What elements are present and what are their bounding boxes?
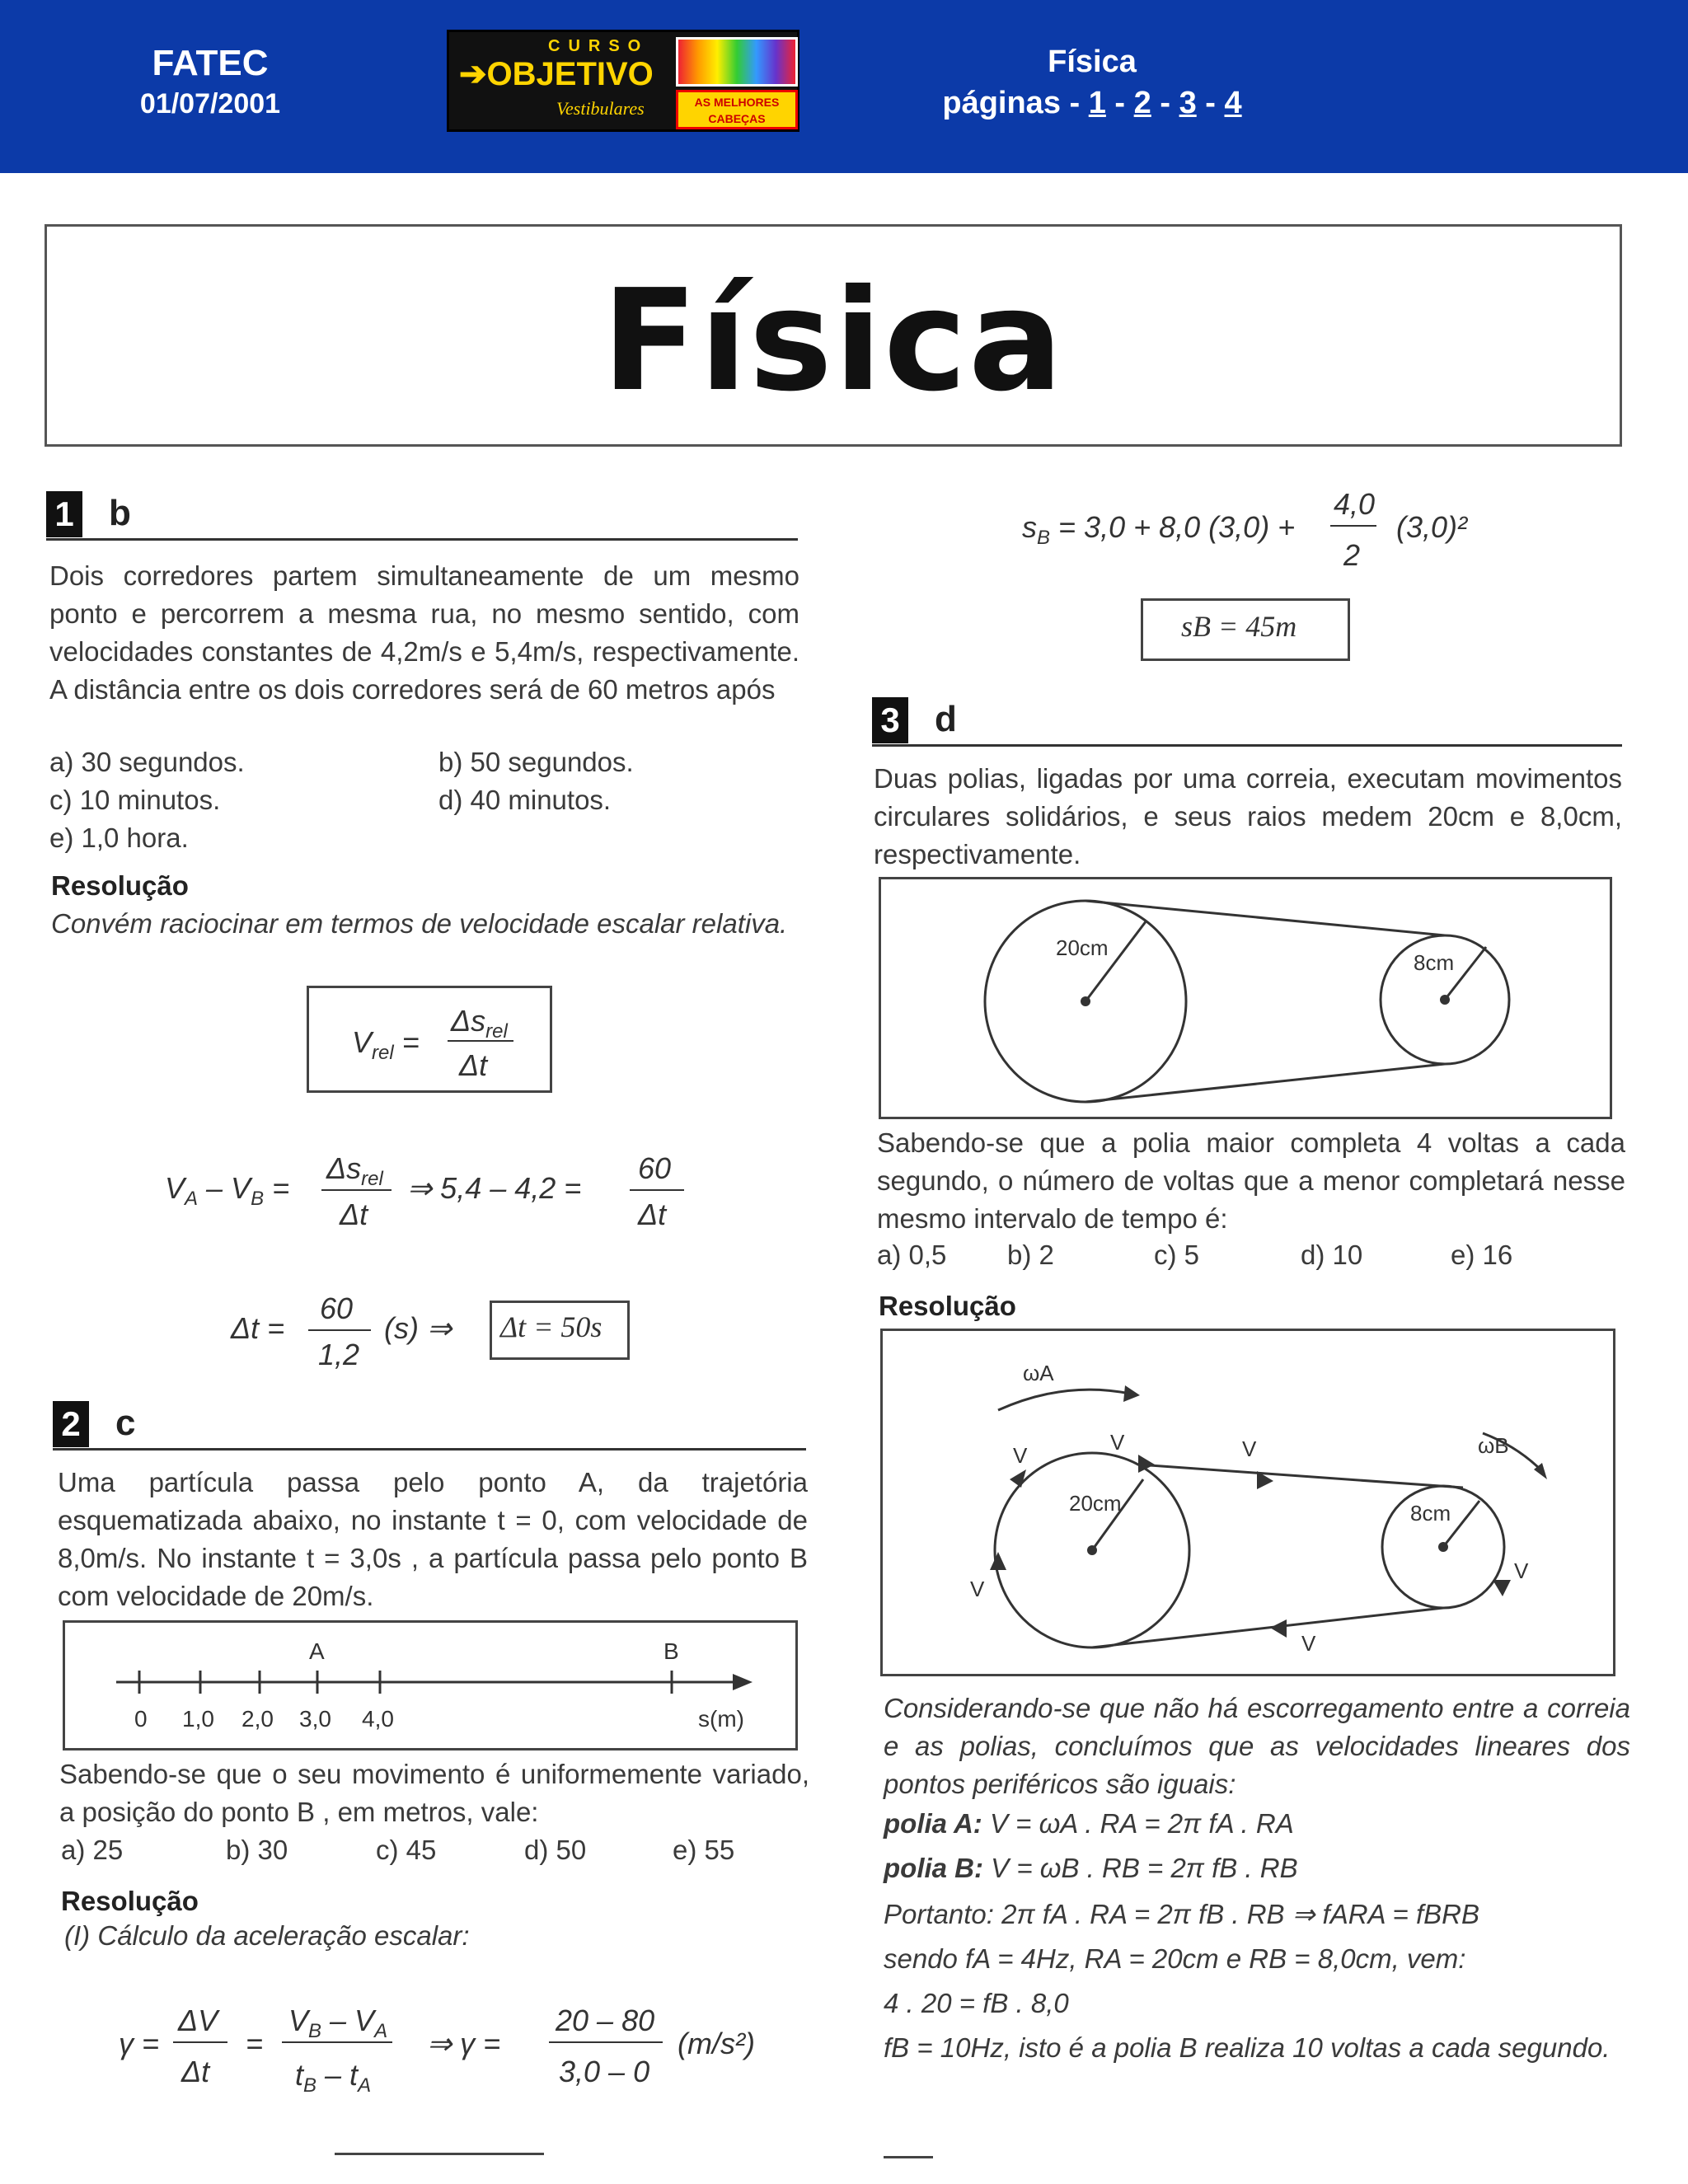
- q2-axis-graphic: [65, 1623, 795, 1748]
- q1-option-e: e) 1,0 hora.: [49, 823, 189, 853]
- svg-text:Δt: Δt: [340, 1197, 368, 1231]
- q3-velocity-label-4: V: [1514, 1558, 1529, 1583]
- q3-calc: 4 . 20 = fB . 8,0: [884, 1988, 1069, 2018]
- q1-option-a: a) 30 segundos.: [49, 747, 245, 777]
- q3-velocity-label-6: V: [970, 1577, 985, 1601]
- q3-sendo: sendo fA = 4Hz, RA = 20cm e RB = 8,0cm, vem:: [884, 1943, 1466, 1974]
- q3-resolution-figure: [880, 1329, 1615, 1676]
- q3-pulley-figure: [879, 877, 1612, 1119]
- subject-name: Física: [1048, 45, 1137, 79]
- q1-option-c: c) 10 minutos.: [49, 785, 221, 815]
- question-3-number: 3: [872, 697, 908, 743]
- q2-sb-equation: [1014, 478, 1508, 577]
- q3-conclusion: Considerando-se que não há escorregamento entre a correia e as polias, concluímos que as velocidades lineares dos pontos periféricos são iguais:: [884, 1693, 1630, 1799]
- q2-option-e: e) 55: [673, 1835, 735, 1865]
- svg-text:4,0: 4,0: [1334, 487, 1376, 521]
- svg-text:Δsrel: $\Delta s_{rel}$: [326, 1151, 383, 1190]
- svg-text:tB – tA: $t_B - t_A$: [295, 2058, 372, 2097]
- q3-option-b: b) 2: [1007, 1240, 1054, 1270]
- q3-fig2-radius-small: 8cm: [1410, 1501, 1451, 1526]
- pages-label: páginas -: [942, 86, 1081, 120]
- logo-tagline: Vestibulares: [556, 98, 645, 119]
- q3-pulley-b-label: polia B:: [884, 1853, 983, 1883]
- exam-name: FATEC: [152, 43, 269, 83]
- q1-result-box: Δt = 50s: [490, 1301, 630, 1360]
- axis-point-a: A: [309, 1638, 325, 1664]
- question-1-header: [46, 491, 798, 541]
- q2-step-label: (I) Cálculo da aceleração escalar:: [64, 1920, 470, 1951]
- q3-omega-a: ωA: [1023, 1361, 1054, 1385]
- svg-text:sB = 3,0 + 8,0 (3,0) +: $s_B = 3,0 + 8,0$ (3,0) +: [1022, 510, 1296, 549]
- page-header: [0, 0, 1688, 173]
- q2-sb-result-box: sB = 45m: [1141, 598, 1350, 661]
- svg-text:VB – VA: $V_B - V_A$: [288, 2004, 388, 2042]
- page-link-4[interactable]: 4: [1224, 86, 1242, 120]
- question-2-number: 2: [53, 1401, 89, 1447]
- logo-curso-text: CURSO: [548, 37, 649, 55]
- svg-text:⇒ γ =: ⇒ γ =: [427, 2027, 501, 2060]
- page-link-1[interactable]: 1: [1088, 86, 1106, 120]
- q1-option-d: d) 40 minutos.: [438, 785, 612, 815]
- svg-text:Δt: Δt: [638, 1197, 667, 1231]
- q3-footer-rule: [884, 2156, 933, 2158]
- svg-text:20 – 80: 20 – 80: [556, 2004, 655, 2037]
- q3-option-c: c) 5: [1154, 1240, 1200, 1270]
- q3-velocity-label-3: V: [1242, 1436, 1257, 1461]
- axis-point-b: B: [663, 1638, 679, 1664]
- question-2-prompt: Sabendo-se que o seu movimento é uniformemente variado, a posição do ponto B , em metros, vale:: [59, 1759, 809, 1827]
- question-3-prompt: Sabendo-se que a polia maior completa 4 voltas a cada segundo, o número de voltas que a menor completará nesse mesmo intervalo de tempo é:: [877, 1127, 1625, 1234]
- q3-resolution-graphic: [883, 1331, 1613, 1674]
- q2-option-c: c) 45: [376, 1835, 437, 1865]
- q3-velocity-label-5: V: [1301, 1631, 1316, 1656]
- q3-pulley-b-equation: V = ωB . RB = 2π fB . RB: [991, 1853, 1298, 1883]
- q3-pulley-a-equation: V = ωA . RA = 2π fA . RA: [989, 1808, 1294, 1839]
- q2-resolution-label: Resolução: [61, 1886, 199, 1916]
- q3-fig2-radius-big: 20cm: [1069, 1491, 1122, 1516]
- page-title: Física: [602, 260, 1065, 423]
- q1-resolution-intro: Convém raciocinar em termos de velocidade escalar relativa.: [51, 908, 788, 939]
- page-links: páginas - 1 - 2 - 3 - 4: [942, 86, 1242, 120]
- question-3-answer: d: [935, 699, 957, 739]
- axis-tick-2: 2,0: [241, 1706, 274, 1732]
- q1-step2-equation: [223, 1286, 503, 1385]
- logo-name: ➔OBJETIVO: [459, 56, 654, 92]
- q2-option-b: b) 30: [226, 1835, 288, 1865]
- page-link-2[interactable]: 2: [1133, 86, 1151, 120]
- svg-text:3,0 – 0: 3,0 – 0: [559, 2055, 650, 2088]
- q1-step1-equation: [157, 1146, 717, 1244]
- exam-info: [128, 41, 293, 122]
- svg-text:(3,0)²: (3,0)²: [1396, 510, 1468, 544]
- question-2-header: [53, 1401, 806, 1451]
- q3-resolution-label: Resolução: [879, 1291, 1016, 1321]
- svg-text:60: 60: [638, 1151, 672, 1185]
- q1-formula-box: [307, 986, 552, 1093]
- q3-option-a: a) 0,5: [877, 1240, 947, 1270]
- q3-fig1-radius-big: 20cm: [1056, 935, 1109, 960]
- logo-heads-graphic: [676, 37, 798, 87]
- q3-fig1-radius-small: 8cm: [1414, 950, 1455, 975]
- axis-tick-3: 3,0: [299, 1706, 331, 1732]
- axis-tick-1: 1,0: [182, 1706, 214, 1732]
- svg-text:⇒ 5,4 – 4,2 =: ⇒ 5,4 – 4,2 =: [407, 1171, 582, 1205]
- logo-badge: AS MELHORES CABEÇAS: [676, 90, 798, 129]
- q3-option-d: d) 10: [1301, 1240, 1363, 1270]
- q3-velocity-label-1: V: [1013, 1443, 1028, 1468]
- svg-text:VA – VB =: $V_A - V_B$ =: [165, 1171, 290, 1210]
- svg-text:Δsrel: $\Delta s_{rel}$: [451, 1004, 508, 1043]
- q3-option-e: e) 16: [1451, 1240, 1513, 1270]
- svg-text:Vrel =: $V_{rel}$ =: [352, 1025, 420, 1064]
- q2-option-d: d) 50: [524, 1835, 587, 1865]
- q2-acceleration-equation: [112, 1994, 788, 2110]
- q3-pulley-a-label: polia A:: [884, 1808, 982, 1839]
- q1-option-b: b) 50 segundos.: [438, 747, 634, 777]
- axis-tick-4: 4,0: [362, 1706, 394, 1732]
- axis-unit: s(m): [698, 1706, 744, 1732]
- svg-text:1,2: 1,2: [318, 1338, 360, 1371]
- question-2-text: Uma partícula passa pelo ponto A, da trajetória esquematizada abaixo, no instante t = 0, com velocidade de 8,0m/s. No instante t = 3,0s , a partícula passa pelo ponto B com velocidade de 20m/s.: [58, 1467, 808, 1611]
- exam-date: 01/07/2001: [139, 88, 281, 120]
- q3-velocity-label-2: V: [1110, 1430, 1125, 1455]
- q2-next-box-edge: [335, 2153, 544, 2155]
- q3-pulley-a-line: [884, 1805, 1630, 1843]
- question-1-text: Dois corredores partem simultaneamente de um mesmo ponto e percorrem a mesma rua, no mesmo sentido, com velocidades constantes de 4,2m/s e 5,4m/s, respectivamente. A distância entre os dois corredores será de 60 metros após: [49, 560, 799, 705]
- svg-text:γ =: γ =: [119, 2027, 160, 2060]
- svg-text:Δt: Δt: [459, 1048, 488, 1082]
- q2-option-a: a) 25: [61, 1835, 124, 1865]
- page-link-3[interactable]: 3: [1179, 86, 1197, 120]
- subject-nav: [907, 41, 1278, 124]
- svg-text:ΔV: ΔV: [178, 2004, 218, 2037]
- question-3-text: Duas polias, ligadas por uma correia, executam movimentos circulares solidários, e seus raios medem 20cm e 8,0cm, respectivamente.: [874, 763, 1622, 869]
- axis-tick-0: 0: [134, 1706, 148, 1732]
- svg-text:(m/s²): (m/s²): [678, 2027, 755, 2060]
- svg-text:60: 60: [320, 1291, 354, 1325]
- q1-formula-graphic: [309, 988, 550, 1090]
- q3-omega-b: ωB: [1478, 1433, 1509, 1458]
- q3-pulley-graphic: [881, 879, 1610, 1117]
- svg-text:(s) ⇒: (s) ⇒: [384, 1311, 452, 1345]
- svg-text:Δt =: Δt =: [231, 1311, 285, 1345]
- question-1-number: 1: [46, 491, 82, 537]
- title-box: [45, 224, 1622, 447]
- svg-text:=: =: [246, 2027, 264, 2060]
- svg-text:Δt: Δt: [181, 2055, 210, 2088]
- logo-name-text: OBJETIVO: [486, 56, 654, 92]
- objetivo-logo[interactable]: [447, 30, 799, 132]
- question-1-answer: b: [109, 493, 131, 533]
- q2-axis-figure: [63, 1620, 798, 1750]
- q3-final: fB = 10Hz, isto é a polia B realiza 10 voltas a cada segundo.: [884, 2032, 1611, 2063]
- svg-text:2: 2: [1343, 538, 1361, 572]
- question-2-answer: c: [115, 1403, 136, 1443]
- q3-portanto: Portanto: 2π fA . RA = 2π fB . RB ⇒ fARA = fBRB: [884, 1899, 1479, 1929]
- q1-resolution-label: Resolução: [51, 870, 189, 901]
- question-3-header: [872, 697, 1622, 747]
- q3-pulley-b-line: [884, 1849, 1630, 1887]
